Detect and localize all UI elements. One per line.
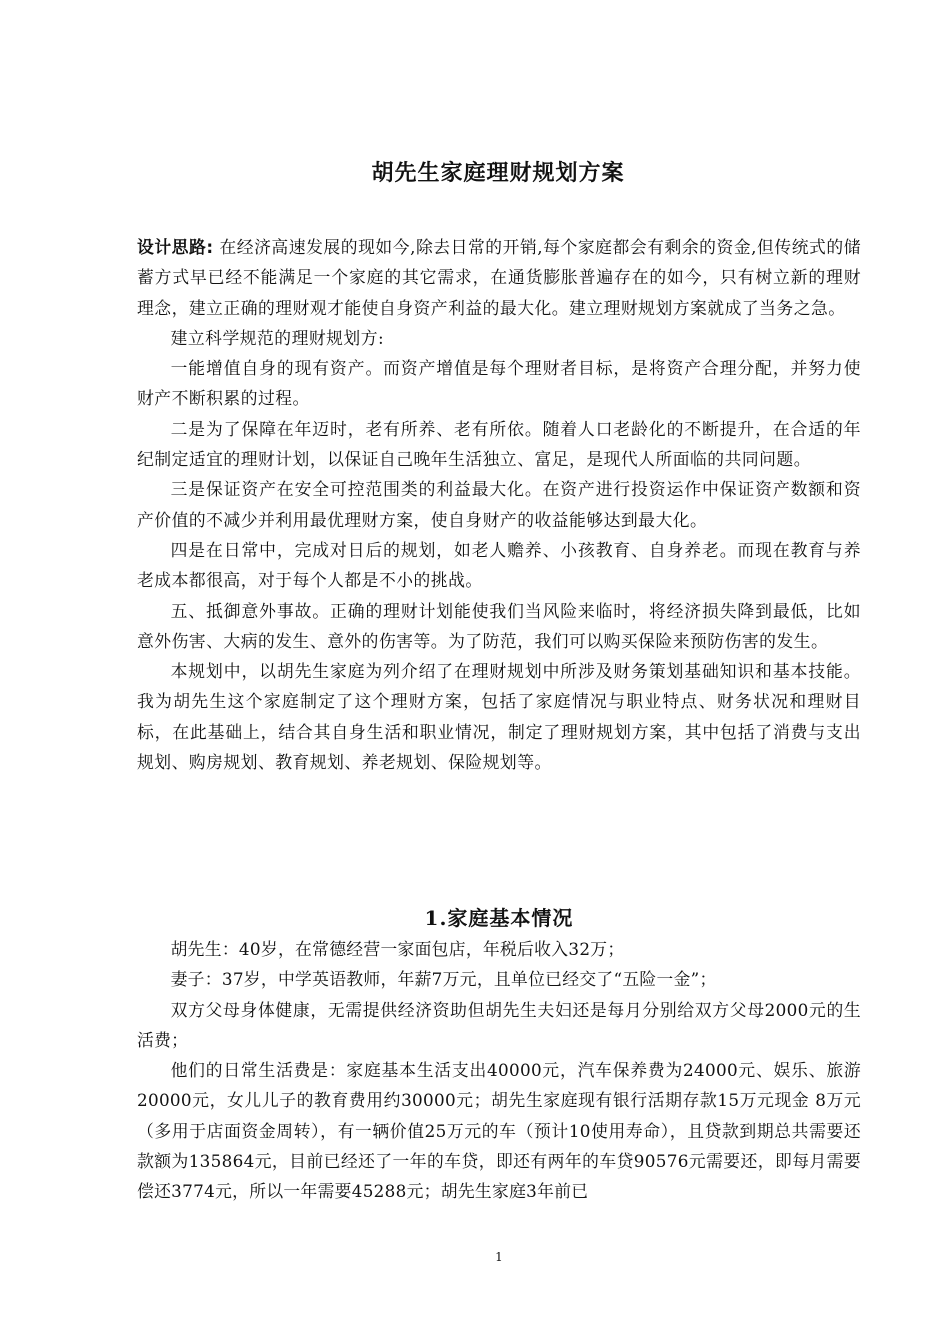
body-paragraph: 二是为了保障在年迈时，老有所养、老有所依。随着人口老龄化的不断提升，在合适的年纪制定适宜的理财计划，以保证自己晚年生活独立、富足，是现代人所面临的共同问题。 — [137, 418, 861, 470]
body-paragraph: 本规划中，以胡先生家庭为列介绍了在理财规划中所涉及财务策划基础知识和基本技能。我为胡先生这个家庭制定了这个理财方案，包括了家庭情况与职业特点、财务状况和理财目标，在此基础上，结合其自身生活和职业情况，制定了理财规划方案，其中包括了消费与支出规划、购房规划、教育规划、养老规划、保险规划等。 — [137, 661, 861, 773]
body-paragraph: 建立科学规范的理财规划方: — [170, 327, 385, 348]
body-paragraph: 五、抵御意外事故。正确的理财计划能使我们当风险来临时，将经济损失降到最低，比如意外伤害、大病的发生、意外的伤害等。为了防范，我们可以购买保险来预防伤害的发生。 — [137, 600, 861, 651]
body-paragraph: 一能增值自身的现有资产。而资产增值是每个理财者目标，是将资产合理分配，并努力使财产不断积累的过程。 — [137, 358, 861, 409]
intro-text: 在经济高速发展的现如今,除去日常的开销,每个家庭都会有剩余的资金,但传统式的储蓄方式早已经不能满足一个家庭的其它需求，在通货膨胀普遍存在的如今，只有树立新的理财理念，建立正确的理财观才能使自身资产利益的最大化。建立理财规划方案就成了当务之急。 — [137, 237, 861, 318]
document-body — [137, 232, 861, 777]
section-paragraph: 胡先生：40岁，在常德经营一家面包店，年税后收入32万； — [170, 939, 625, 959]
section-paragraph: 双方父母身体健康，无需提供经济资助但胡先生夫妇还是每月分别给双方父母2000元的生活费； — [137, 999, 861, 1050]
page-number: 1 — [495, 1250, 503, 1264]
section-paragraph: 他们的日常生活费是：家庭基本生活支出40000元，汽车保养费为24000元、娱乐、旅游20000元，女儿儿子的教育费用约30000元；胡先生家庭现有银行活期存款15万元现金 8万元（多用于店面资金周转），有一辆价值25万元的车（预计10使用寿命），且贷款到期总共需要还款额为135864元，目前已经还了一年的车贷，即还有两年的车贷90576元需要还，即每月需要偿还3774元，所以一年需要45288元；胡先生家庭3年前已 — [137, 1060, 861, 1202]
intro-label: 设计思路: — [137, 237, 214, 257]
body-paragraph: 四是在日常中，完成对日后的规划，如老人赡养、小孩教育、自身养老。而现在教育与养老成本都很高，对于每个人都是不小的挑战。 — [137, 539, 861, 591]
intro-paragraph — [137, 232, 861, 323]
body-paragraph: 三是保证资产在安全可控范围类的利益最大化。在资产进行投资运作中保证资产数额和资产价值的不减少并利用最优理财方案，使自身财产的收益能够达到最大化。 — [137, 479, 861, 530]
section-body — [137, 934, 861, 1207]
section-heading: 1.家庭基本情况 — [424, 906, 574, 930]
document-title: 胡先生家庭理财规划方案 — [371, 161, 625, 186]
section-paragraph: 妻子：37岁，中学英语教师，年薪7万元，且单位已经交了“五险一金”； — [170, 969, 717, 990]
